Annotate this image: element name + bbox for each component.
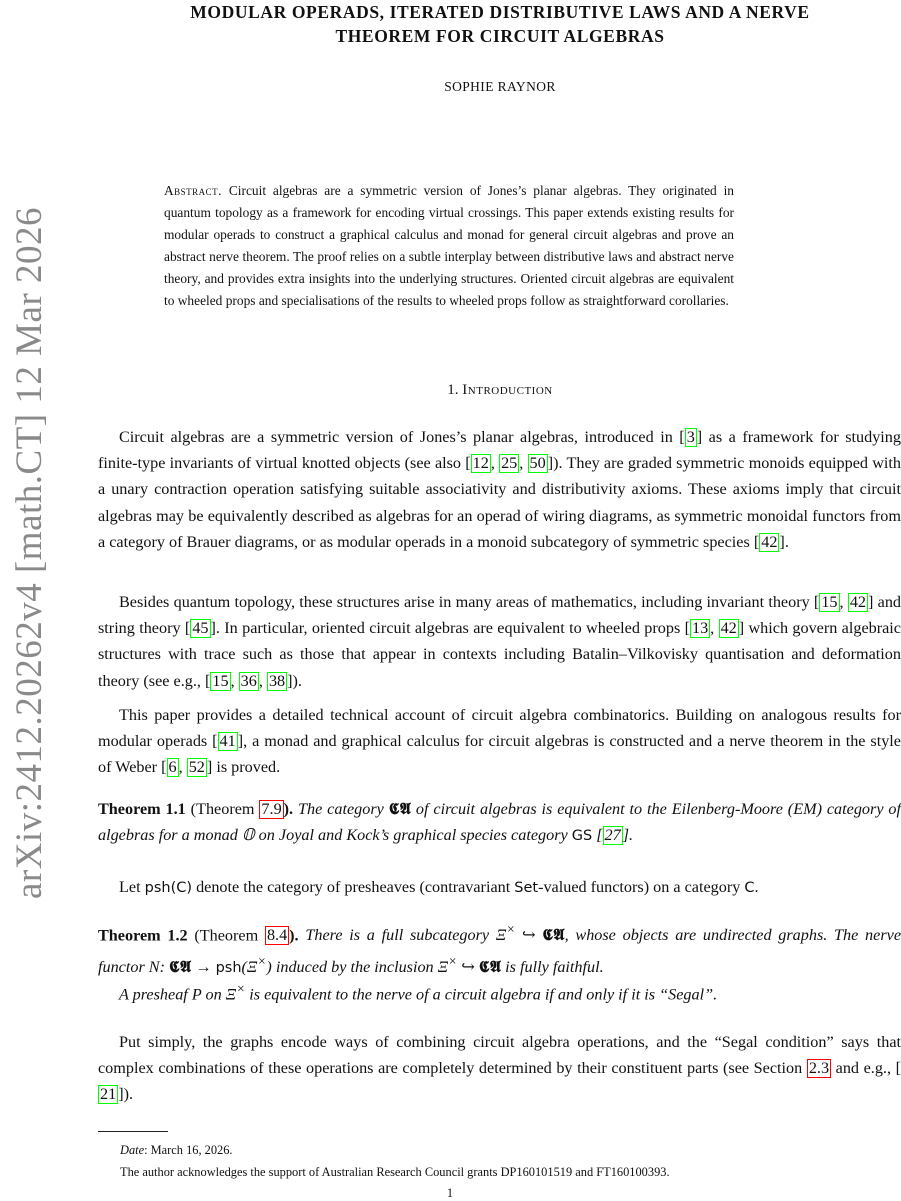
text: A presheaf P on Ξ <box>119 985 237 1004</box>
crossref-link[interactable]: 7.9 <box>261 800 282 818</box>
citation-link[interactable]: 15 <box>212 671 229 690</box>
intro-paragraph-2: Besides quantum topology, these structures arise in many areas of mathematics, including invariant theory [ 15 , 42 ] and string theory [ 45 ]. In particular, oriented circuit algebras are equivalent to wheeled props [ 13 , 42 ] which govern algebraic structures with trace such as those that appear in contexts including Batalin–Vilkovisky quantisation and deformation theory (see e.g., [ 15 , 36 , 38 ]). <box>98 593 901 690</box>
math-superscript: × <box>236 981 246 996</box>
citation-link[interactable]: 45 <box>192 619 209 638</box>
math-symbol: 𝕮𝕬 <box>478 956 502 976</box>
text: Circuit algebras are a symmetric version of Jones’s planar algebras, introduced in <box>119 428 680 446</box>
text: , whose objects are undirected graphs. The nerve functor N: <box>98 926 901 976</box>
intro-paragraph-1: Circuit algebras are a symmetric version of Jones’s planar algebras, introduced in [ 3 ] as a framework for studying finite-type invariants of virtual knotted objects (see also [ 12 , 25 , 50 ]). They are graded symmetric monoids equipped with a unary contraction operation satisfying suitable associativity and distributivity axioms. These axioms imply that circuit algebras may be equivalently described as algebras for an operad of wiring diagrams, as symmetric monoidal functors from a category of Brauer diagrams, or as modular operads in a monoid subcategory of symmetric species [ 42 ]. <box>98 428 901 551</box>
text: ). <box>283 800 298 818</box>
citation-link[interactable]: 42 <box>720 619 737 638</box>
footnote-acknowledgement: The author acknowledges the support of Australian Research Council grants DP160101519 and FT160100393. <box>120 1165 670 1179</box>
citation-link[interactable]: 3 <box>686 428 695 446</box>
crossref-link[interactable]: 8.4 <box>266 926 288 945</box>
text: The category <box>298 800 389 818</box>
section-title: Introduction <box>462 382 553 398</box>
text: (Ξ <box>241 957 258 976</box>
theorem-1-2 <box>98 917 901 981</box>
math-symbol: psh <box>215 959 242 976</box>
text: ] which govern algebraic structures with trace such as those that appear in contexts including Batalin–Vilkovisky quantisation and deformation theory (see e.g., [ <box>98 619 901 690</box>
text: . <box>754 878 759 896</box>
text: is equivalent to the nerve of a circuit algebra if and only if it is “Segal”. <box>245 985 718 1004</box>
math-symbol: 𝕮𝕬 <box>542 925 565 945</box>
text: ↪ <box>515 926 543 945</box>
math-symbol: 𝕮𝕬 <box>388 799 411 818</box>
footnote-divider <box>98 1131 168 1132</box>
text: ] is proved. <box>206 758 281 777</box>
notation-paragraph <box>98 874 901 901</box>
abstract-text: Circuit algebras are a symmetric version of Jones’s planar algebras. They originated in quantum topology as a framework for encoding virtual crossings. This paper extends existing results for modular operads to construct a graphical calculus and monad for general circuit algebras and prove an abstract nerve theorem. The proof relies on a subtle interplay between distributive laws and abstract nerve theory, and provides extra insights into the underlying structures. Oriented circuit algebras are equivalent to wheeled props and specialisations of the results to wheeled props follow as straightforward corollaries. <box>164 183 734 308</box>
abstract-label: Abstract. <box>164 183 223 198</box>
citation-link[interactable]: 36 <box>240 671 257 690</box>
text: This paper provides a detailed technical account of circuit algebra combinatorics. Building on analogous results for modular operads <box>98 706 901 751</box>
text: There is a full subcategory Ξ <box>305 926 507 945</box>
text: denote the category of presheaves (contravariant <box>192 878 515 896</box>
citation-link[interactable]: 38 <box>268 671 286 690</box>
citation-link[interactable]: 12 <box>472 454 489 473</box>
text: -valued functors) on a category <box>538 878 745 896</box>
text: is fully faithful. <box>501 957 604 976</box>
citation-link[interactable]: 21 <box>100 1085 117 1104</box>
author-name: SOPHIE RAYNOR <box>444 79 556 94</box>
theorem-1-1 <box>98 796 901 849</box>
citation-link[interactable]: 50 <box>529 454 546 473</box>
intro-paragraph-4 <box>98 1029 901 1108</box>
crossref-link[interactable]: 2.3 <box>808 1059 830 1078</box>
text: ] and string theory <box>98 593 901 638</box>
citation-link[interactable]: 42 <box>849 593 866 611</box>
text: , a monad and graphical calculus for circuit algebras is constructed and a nerve theorem in the style of Weber [ <box>98 732 901 777</box>
text: ↪ <box>457 957 479 976</box>
math-superscript: × <box>506 922 516 937</box>
text: → <box>191 957 216 976</box>
text: ]). They are graded symmetric monoids equipped with a unary contraction operation satisfying suitable associativity and distributivity axioms. These axioms imply that circuit algebras may be equivalently described as algebras for an operad of wiring diagrams, as symmetric monoidal functors from a category of Brauer diagrams, or as modular operads in a monoid subcategory of symmetric species <box>98 454 901 551</box>
citation-link[interactable]: 41 <box>219 732 236 751</box>
text: ]. <box>622 826 634 845</box>
citation-link[interactable]: 15 <box>821 593 838 611</box>
theorem-1-2-second-part <box>98 976 901 1008</box>
citation-link[interactable]: 25 <box>501 454 518 473</box>
text: Put simply, the graphs encode ways of combining circuit algebra operations, and the “Segal condition” says that complex combinations of these operations are completely determined by their constituent parts (see Section <box>98 1033 901 1078</box>
text: ]). <box>118 1085 134 1104</box>
paper-title <box>100 0 900 48</box>
text: and e.g., [ <box>831 1059 901 1078</box>
citation-link[interactable]: 27 <box>604 826 621 845</box>
intro-paragraph-3: This paper provides a detailed technical account of circuit algebra combinatorics. Building on analogous results for modular operads [ 41 ], a monad and graphical calculus for circuit algebras is constructed and a nerve theorem in the style of Weber [ 6 , 52 ] is proved. <box>98 706 901 777</box>
text: [ <box>592 826 603 845</box>
citation-link[interactable]: 52 <box>188 758 205 777</box>
math-symbol: C <box>744 880 755 896</box>
text: . In particular, oriented circuit algebras are equivalent to wheeled props [ <box>215 619 690 638</box>
theorem-label: Theorem 1.2 <box>98 926 188 945</box>
date-label: Date <box>120 1143 145 1157</box>
math-symbol: Set <box>514 880 539 896</box>
text: Besides quantum topology, these structures arise in many areas of mathematics, including invariant theory [ <box>119 593 820 611</box>
section-heading <box>100 382 900 399</box>
math-superscript: × <box>257 953 267 969</box>
text: ]). <box>287 671 302 690</box>
text: as a framework for studying finite-type invariants of virtual knotted objects (see also [ <box>98 428 901 473</box>
title-line-1: MODULAR OPERADS, ITERATED DISTRIBUTIVE LAWS AND A NERVE <box>190 2 810 22</box>
abstract <box>164 180 734 312</box>
footnote-date <box>120 1142 233 1158</box>
page-number: 1 <box>446 1186 454 1200</box>
text: . <box>784 532 789 551</box>
text: (Theorem <box>187 926 265 945</box>
arxiv-identifier-stamp: arXiv:2412.20262v4 [math.CT] 12 Mar 2026 <box>9 206 50 900</box>
citation-link[interactable]: 6 <box>168 758 177 777</box>
text: of circuit algebras is equivalent to the Eilenberg-Moore (EM) category of algebras for a monad 𝕆 on Joyal and Kock’s graphical species category <box>98 800 901 845</box>
math-symbol: psh(C) <box>144 880 193 896</box>
math-superscript: × <box>448 953 458 969</box>
text: ) induced by the inclusion Ξ <box>266 957 449 976</box>
citation-link[interactable]: 42 <box>761 532 778 551</box>
citation-link[interactable]: 13 <box>691 619 709 638</box>
math-symbol: GS <box>571 828 593 845</box>
math-symbol: 𝕮𝕬 <box>169 956 192 976</box>
date-value: : March 16, 2026. <box>144 1143 233 1157</box>
text: Let <box>119 878 145 896</box>
text: (Theorem <box>185 800 260 818</box>
text: ). <box>289 926 306 945</box>
section-number: 1. <box>447 382 459 398</box>
theorem-label: Theorem 1.1 <box>98 800 186 818</box>
title-line-2: THEOREM FOR CIRCUIT ALGEBRAS <box>335 26 665 46</box>
